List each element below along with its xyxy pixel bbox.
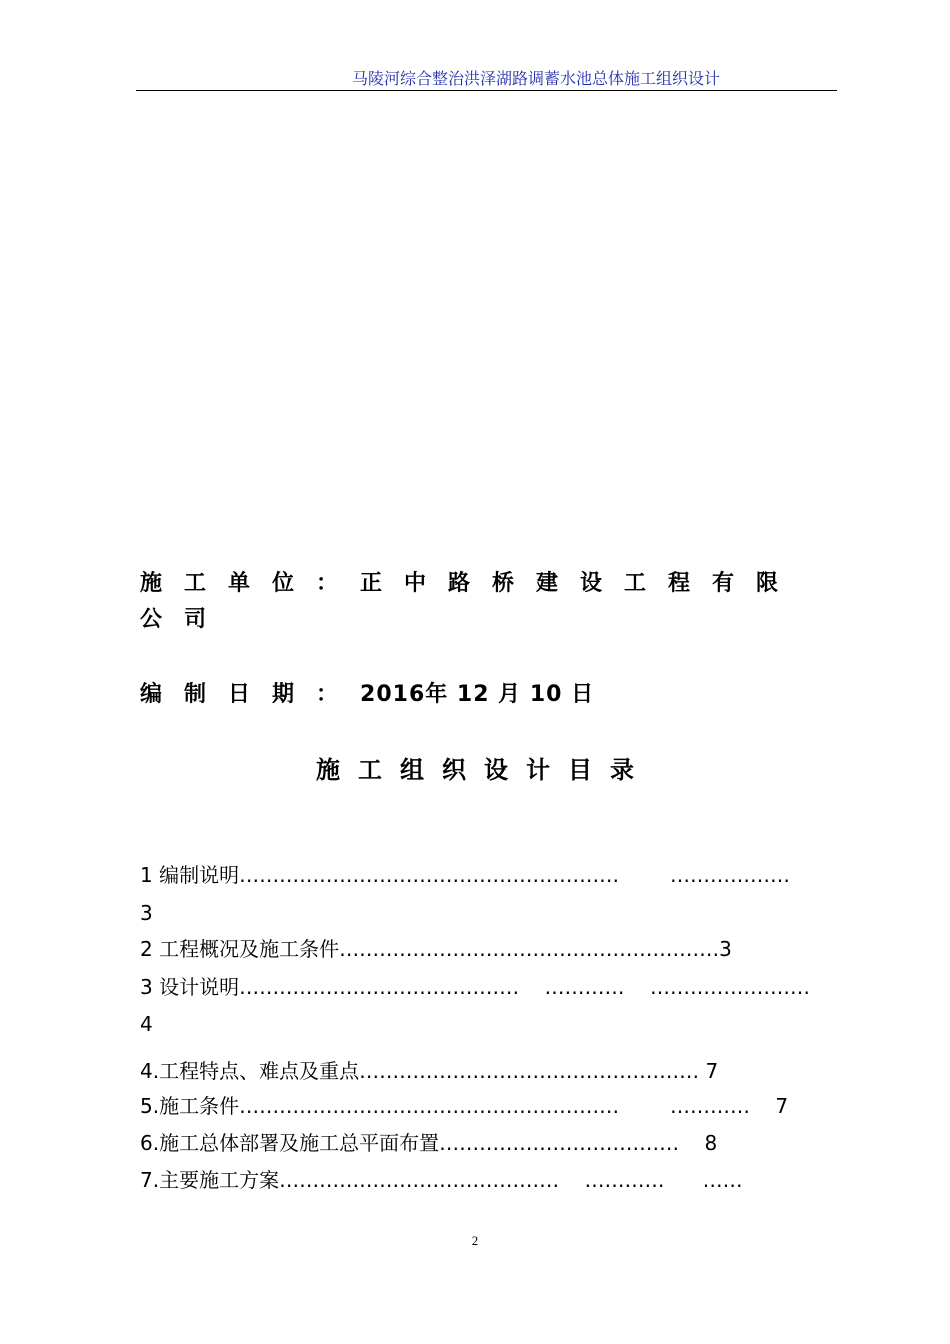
toc-entry[interactable]: 4.工程特点、难点及重点…………………………………………… 7	[140, 1059, 719, 1083]
toc-entry-page: 4	[140, 1012, 153, 1036]
toc-entry[interactable]: 7.主要施工方案…………………………………… ………… ……	[140, 1168, 743, 1192]
header-title: 马陵河综合整治洪泽湖路调蓄水池总体施工组织设计	[351, 69, 720, 88]
compile-date-line	[140, 677, 594, 708]
construction-unit-line-1: 施工单位：正中路桥建设工程有限	[140, 571, 801, 596]
construction-unit-line-2: 公司	[140, 607, 229, 632]
compile-date-label: 编制日期：	[140, 682, 361, 707]
toc-entry[interactable]: 2 工程概况及施工条件…………………………………………………3	[140, 937, 732, 961]
toc-entry[interactable]: 1 编制说明………………………………………………… ………………	[140, 863, 790, 887]
toc-entry[interactable]: 3 设计说明…………………………………… ………… ……………………	[140, 975, 810, 999]
header-divider	[136, 90, 837, 91]
page-number: 2	[471, 1233, 479, 1248]
toc-title: 施工组织设计目录	[316, 756, 652, 784]
toc-entry[interactable]: 5.施工条件………………………………………………… ………… 7	[140, 1094, 789, 1118]
toc-entry-page: 3	[140, 901, 153, 925]
toc-entry[interactable]: 6.施工总体部署及施工总平面布置……………………………… 8	[140, 1131, 718, 1155]
compile-date-value: 2016年 12 月 10 日	[360, 682, 595, 707]
